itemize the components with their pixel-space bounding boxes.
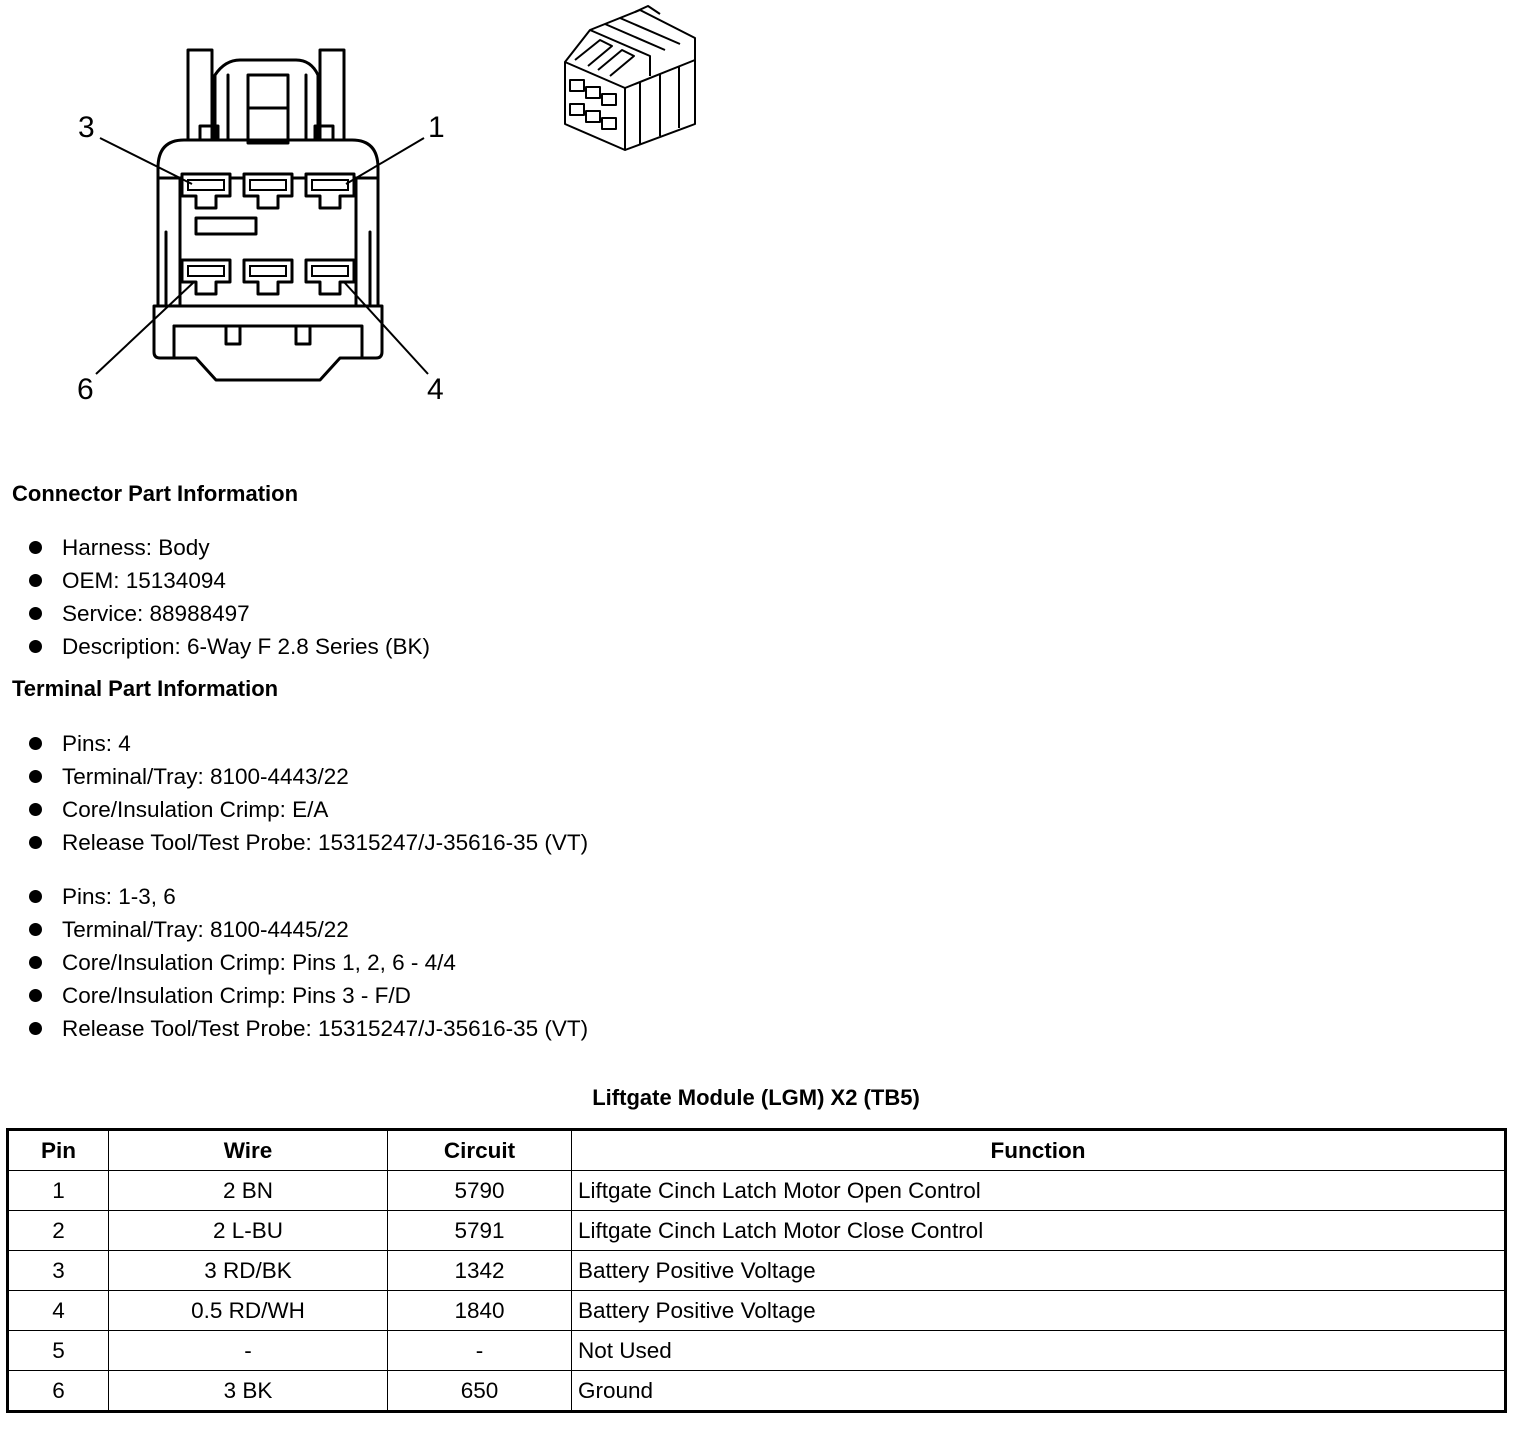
column-header-function: Function <box>572 1130 1506 1171</box>
cell-pin: 2 <box>8 1211 109 1251</box>
bullet-icon <box>29 1022 42 1035</box>
list-item: Release Tool/Test Probe: 15315247/J-35616-35 (VT) <box>28 1012 588 1045</box>
terminal-part-info-group-1 <box>28 727 588 859</box>
column-header-pin: Pin <box>8 1130 109 1171</box>
column-header-circuit: Circuit <box>388 1130 572 1171</box>
cell-function: Liftgate Cinch Latch Motor Close Control <box>572 1211 1506 1251</box>
bullet-icon <box>29 640 42 653</box>
bullet-icon <box>29 890 42 903</box>
bullet-icon <box>29 770 42 783</box>
callout-pin-6: 6 <box>77 373 94 406</box>
cell-pin: 5 <box>8 1331 109 1371</box>
table-row <box>8 1331 1506 1371</box>
connector-isometric-view <box>555 2 705 162</box>
table-row <box>8 1211 1506 1251</box>
connector-face-diagram <box>60 30 480 410</box>
cell-wire: 2 BN <box>109 1171 388 1211</box>
list-item: Pins: 1-3, 6 <box>28 880 588 913</box>
cell-pin: 4 <box>8 1291 109 1331</box>
table-header-row <box>8 1130 1506 1171</box>
terminal-part-info-heading: Terminal Part Information <box>12 676 279 701</box>
connector-part-info-heading: Connector Part Information <box>12 481 299 506</box>
list-item: Terminal/Tray: 8100-4443/22 <box>28 760 588 793</box>
bullet-icon <box>29 574 42 587</box>
cell-circuit: - <box>388 1331 572 1371</box>
cell-pin: 6 <box>8 1371 109 1412</box>
table-row <box>8 1371 1506 1412</box>
callout-pin-3: 3 <box>78 111 95 144</box>
bullet-icon <box>29 607 42 620</box>
bullet-icon <box>29 956 42 969</box>
bullet-icon <box>29 541 42 554</box>
pin-table <box>6 1128 1507 1413</box>
list-item: Core/Insulation Crimp: E/A <box>28 793 588 826</box>
cell-circuit: 1840 <box>388 1291 572 1331</box>
callout-pin-4: 4 <box>427 373 444 406</box>
cell-function: Battery Positive Voltage <box>572 1291 1506 1331</box>
bullet-icon <box>29 737 42 750</box>
list-item: Harness: Body <box>28 531 430 564</box>
list-item: Release Tool/Test Probe: 15315247/J-35616-35 (VT) <box>28 826 588 859</box>
list-item: Service: 88988497 <box>28 597 430 630</box>
cell-wire: 3 BK <box>109 1371 388 1412</box>
list-item: OEM: 15134094 <box>28 564 430 597</box>
list-item: Core/Insulation Crimp: Pins 1, 2, 6 - 4/4 <box>28 946 588 979</box>
connector-part-info-list <box>28 531 430 663</box>
cell-circuit: 1342 <box>388 1251 572 1291</box>
cell-function: Battery Positive Voltage <box>572 1251 1506 1291</box>
cell-pin: 3 <box>8 1251 109 1291</box>
list-item: Description: 6-Way F 2.8 Series (BK) <box>28 630 430 663</box>
cell-function: Ground <box>572 1371 1506 1412</box>
cell-wire: - <box>109 1331 388 1371</box>
callout-pin-1: 1 <box>428 111 445 144</box>
table-row <box>8 1291 1506 1331</box>
pin-table-title: Liftgate Module (LGM) X2 (TB5) <box>592 1085 920 1110</box>
bullet-icon <box>29 989 42 1002</box>
bullet-icon <box>29 803 42 816</box>
cell-circuit: 5791 <box>388 1211 572 1251</box>
cell-wire: 0.5 RD/WH <box>109 1291 388 1331</box>
list-item: Terminal/Tray: 8100-4445/22 <box>28 913 588 946</box>
cell-pin: 1 <box>8 1171 109 1211</box>
cell-circuit: 650 <box>388 1371 572 1412</box>
cell-wire: 2 L-BU <box>109 1211 388 1251</box>
table-row <box>8 1171 1506 1211</box>
cell-wire: 3 RD/BK <box>109 1251 388 1291</box>
bullet-icon <box>29 836 42 849</box>
bullet-icon <box>29 923 42 936</box>
cell-circuit: 5790 <box>388 1171 572 1211</box>
column-header-wire: Wire <box>109 1130 388 1171</box>
table-row <box>8 1251 1506 1291</box>
terminal-part-info-group-2 <box>28 880 588 1045</box>
cell-function: Not Used <box>572 1331 1506 1371</box>
list-item: Core/Insulation Crimp: Pins 3 - F/D <box>28 979 588 1012</box>
list-item: Pins: 4 <box>28 727 588 760</box>
cell-function: Liftgate Cinch Latch Motor Open Control <box>572 1171 1506 1211</box>
